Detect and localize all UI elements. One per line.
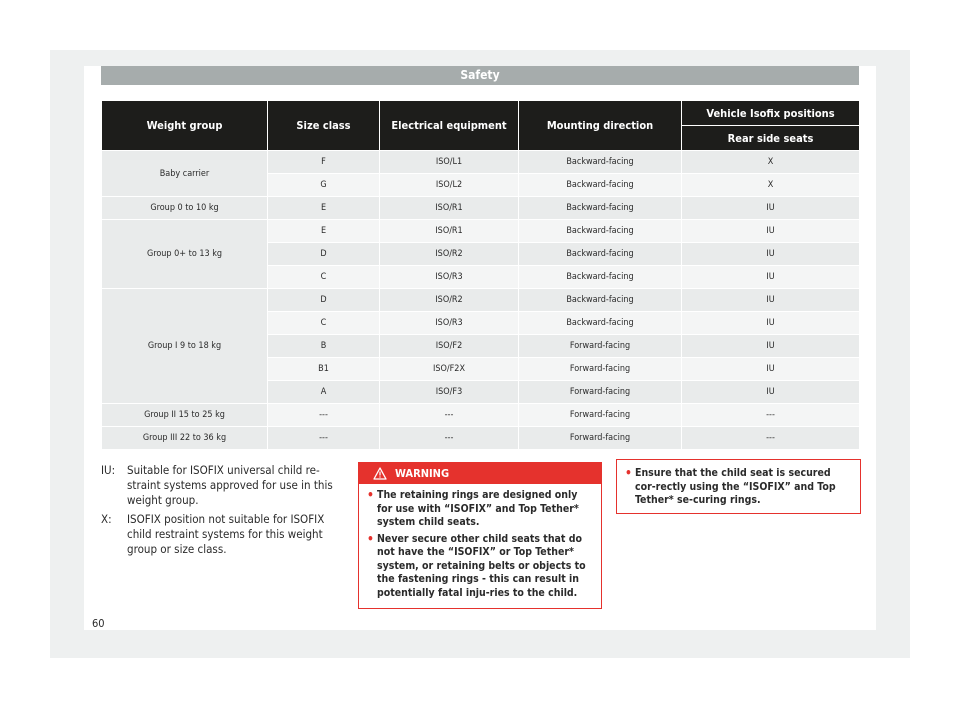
isofix-position-cell: --- bbox=[682, 427, 860, 450]
mounting-direction-cell: Backward-facing bbox=[519, 197, 682, 220]
col-header-mounting-direction: Mounting direction bbox=[519, 101, 682, 151]
definitions-list bbox=[101, 463, 341, 559]
isofix-position-cell: IU bbox=[682, 289, 860, 312]
size-class-cell: C bbox=[268, 266, 380, 289]
isofix-position-cell: X bbox=[682, 174, 860, 197]
size-class-cell: --- bbox=[268, 427, 380, 450]
note-item bbox=[625, 467, 852, 508]
mounting-direction-cell: Backward-facing bbox=[519, 151, 682, 174]
col-subheader-rear-side-seats: Rear side seats bbox=[682, 126, 860, 151]
table-row bbox=[102, 220, 860, 243]
warning-box bbox=[358, 462, 602, 609]
isofix-position-cell: X bbox=[682, 151, 860, 174]
bullet-icon: • bbox=[625, 466, 632, 480]
mounting-direction-cell: Forward-facing bbox=[519, 427, 682, 450]
isofix-position-cell: IU bbox=[682, 358, 860, 381]
weight-group-cell: Group 0 to 10 kg bbox=[102, 197, 268, 220]
definition-text: ISOFIX position not suitable for ISOFIX child restraint systems for this weight group or size class. bbox=[127, 512, 325, 556]
mounting-direction-cell: Backward-facing bbox=[519, 220, 682, 243]
note-box bbox=[616, 459, 861, 514]
isofix-position-cell: --- bbox=[682, 404, 860, 427]
mounting-direction-cell: Forward-facing bbox=[519, 404, 682, 427]
size-class-cell: D bbox=[268, 289, 380, 312]
warning-item bbox=[367, 489, 593, 530]
size-class-cell: F bbox=[268, 151, 380, 174]
warning-triangle-icon bbox=[373, 467, 387, 480]
electrical-equipment-cell: ISO/L1 bbox=[380, 151, 519, 174]
isofix-position-cell: IU bbox=[682, 243, 860, 266]
isofix-position-cell: IU bbox=[682, 266, 860, 289]
table-row bbox=[102, 289, 860, 312]
definition-item bbox=[101, 463, 341, 508]
size-class-cell: --- bbox=[268, 404, 380, 427]
definition-text: Suitable for ISOFIX universal child re-straint systems approved for use in this weight group. bbox=[127, 463, 333, 507]
electrical-equipment-cell: ISO/R3 bbox=[380, 266, 519, 289]
table-row bbox=[102, 151, 860, 174]
mounting-direction-cell: Forward-facing bbox=[519, 381, 682, 404]
mounting-direction-cell: Backward-facing bbox=[519, 174, 682, 197]
col-header-electrical-equipment: Electrical equipment bbox=[380, 101, 519, 151]
electrical-equipment-cell: --- bbox=[380, 427, 519, 450]
isofix-position-cell: IU bbox=[682, 220, 860, 243]
definition-key: IU: bbox=[101, 463, 116, 477]
note-text: Ensure that the child seat is secured cor-rectly using the “ISOFIX” and Top Tether* se-curing rings. bbox=[635, 467, 836, 506]
warning-text: The retaining rings are designed only for use with “ISOFIX” and Top Tether* system child seats. bbox=[377, 489, 579, 528]
size-class-cell: A bbox=[268, 381, 380, 404]
bullet-icon: • bbox=[367, 531, 374, 546]
electrical-equipment-cell: ISO/R3 bbox=[380, 312, 519, 335]
bullet-icon: • bbox=[367, 488, 374, 502]
section-header: Safety bbox=[101, 66, 859, 85]
warning-title: WARNING bbox=[395, 467, 450, 480]
warning-header bbox=[359, 463, 601, 484]
electrical-equipment-cell: ISO/R2 bbox=[380, 243, 519, 266]
size-class-cell: B bbox=[268, 335, 380, 358]
weight-group-cell: Group I 9 to 18 kg bbox=[102, 289, 268, 404]
electrical-equipment-cell: ISO/L2 bbox=[380, 174, 519, 197]
size-class-cell: E bbox=[268, 197, 380, 220]
mounting-direction-cell: Backward-facing bbox=[519, 266, 682, 289]
size-class-cell: D bbox=[268, 243, 380, 266]
electrical-equipment-cell: --- bbox=[380, 404, 519, 427]
electrical-equipment-cell: ISO/R2 bbox=[380, 289, 519, 312]
mounting-direction-cell: Forward-facing bbox=[519, 358, 682, 381]
weight-group-cell: Group III 22 to 36 kg bbox=[102, 427, 268, 450]
definition-item bbox=[101, 512, 341, 557]
isofix-position-cell: IU bbox=[682, 381, 860, 404]
table-row bbox=[102, 197, 860, 220]
isofix-table bbox=[101, 100, 860, 450]
col-header-weight-group: Weight group bbox=[102, 101, 268, 151]
mounting-direction-cell: Backward-facing bbox=[519, 243, 682, 266]
isofix-position-cell: IU bbox=[682, 197, 860, 220]
page-number: 60 bbox=[92, 617, 105, 630]
table-row bbox=[102, 404, 860, 427]
size-class-cell: C bbox=[268, 312, 380, 335]
weight-group-cell: Baby carrier bbox=[102, 151, 268, 197]
size-class-cell: E bbox=[268, 220, 380, 243]
electrical-equipment-cell: ISO/F2X bbox=[380, 358, 519, 381]
warning-text: Never secure other child seats that do not have the “ISOFIX” or Top Tether* system, or retaining belts or objects to the fastening rings - this can result in potentially fatal inju-ries to the child. bbox=[377, 532, 586, 599]
size-class-cell: B1 bbox=[268, 358, 380, 381]
col-header-isofix-positions: Vehicle Isofix positions bbox=[682, 101, 860, 126]
definition-key: X: bbox=[101, 512, 112, 526]
isofix-position-cell: IU bbox=[682, 335, 860, 358]
col-header-size-class: Size class bbox=[268, 101, 380, 151]
table-body bbox=[102, 151, 860, 450]
mounting-direction-cell: Backward-facing bbox=[519, 289, 682, 312]
warning-item bbox=[367, 533, 593, 601]
electrical-equipment-cell: ISO/R1 bbox=[380, 220, 519, 243]
weight-group-cell: Group II 15 to 25 kg bbox=[102, 404, 268, 427]
mounting-direction-cell: Backward-facing bbox=[519, 312, 682, 335]
size-class-cell: G bbox=[268, 174, 380, 197]
electrical-equipment-cell: ISO/R1 bbox=[380, 197, 519, 220]
electrical-equipment-cell: ISO/F3 bbox=[380, 381, 519, 404]
mounting-direction-cell: Forward-facing bbox=[519, 335, 682, 358]
table-row bbox=[102, 427, 860, 450]
isofix-position-cell: IU bbox=[682, 312, 860, 335]
electrical-equipment-cell: ISO/F2 bbox=[380, 335, 519, 358]
weight-group-cell: Group 0+ to 13 kg bbox=[102, 220, 268, 289]
